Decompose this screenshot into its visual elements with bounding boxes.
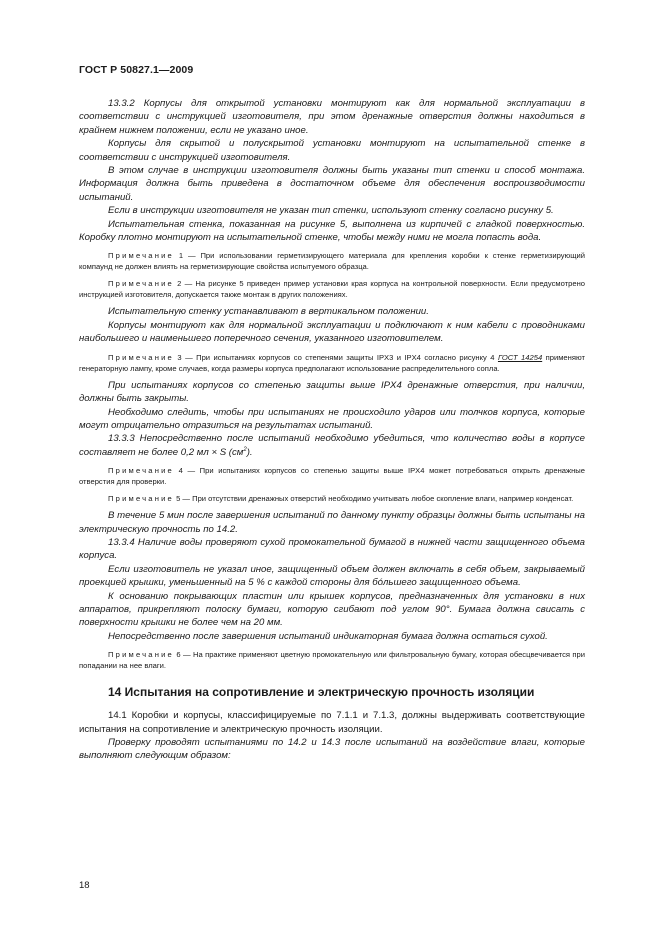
paragraph: 13.3.4 Наличие воды проверяют сухой промокательной бумагой в нижней части защищенного объема корпуса. <box>79 536 585 562</box>
paragraph: В этом случае в инструкции изготовителя должны быть указаны тип стенки и способ монтажа. Информация должна быть приведена в достаточном объеме для обеспечения воспроизводимости испытаний. <box>79 165 585 203</box>
paragraph: Испытательная стенка, показанная на рисунке 5, выполнена из кирпичей с гладкой поверхностью. Коробку плотно монтируют на испытательной стенке, чтобы между ними не могла попасть вода. <box>79 218 585 244</box>
document-body <box>79 97 585 763</box>
note-text: 3 — При испытаниях корпусов со степенями защиты IPX3 и IPX4 согласно рисунку 4 <box>177 352 495 362</box>
paragraph-text: 13.3.3 Непосредственно после испытаний необходимо убедиться, что количество воды в корпусе составляет не более 0,2 мл × S (см <box>79 433 585 458</box>
paragraph-text: ). <box>246 446 253 458</box>
paragraph: Корпусы монтируют как для нормальной эксплуатации и подключают к ним кабели с проводниками наибольшего и наименьшего поперечного сечения, указанного изготовителем. <box>79 319 585 345</box>
paragraph: Если изготовитель не указал иное, защищенный объем должен включать в себя объем, закрываемый проекцией крышки, уменьшенный на 5 % с каждой стороны для бóльшего защищенного объема. <box>79 563 585 589</box>
paragraph: К основанию покрывающих пластин или крышек корпусов, предназначенных для установки в них аппаратов, прикрепляют полоску бумаги, которую сгибают под углом 90°. Бумага должна свисать с поверхности крышки не более чем на 20 мм. <box>79 590 585 629</box>
note <box>79 493 585 504</box>
note <box>79 649 585 671</box>
paragraph: При испытаниях корпусов со степенью защиты выше IPX4 дренажные отверстия, при наличии, должны быть закрыты. <box>79 379 585 405</box>
paragraph: Необходимо следить, чтобы при испытаниях не происходило ударов или толчков корпуса, которые могут отрицательно отразиться на результатах испытаний. <box>79 406 585 431</box>
paragraph: Испытательную стенку устанавливают в вертикальном положении. <box>108 306 429 318</box>
paragraph: 13.3.2 Корпусы для открытой установки монтируют как для нормальной эксплуатации в соответствии с инструкцией изготовителя, при этом дренажные отверстия должны находиться в крайнем нижнем положении, если не указано иное. <box>79 98 585 136</box>
note-text: 4 — При испытаниях корпусов со степенью защиты выше IPX4 может потребоваться открыть дренажные отверстия для проверки. <box>79 466 585 487</box>
note-text: 2 — На рисунке 5 приведен пример установки края корпуса на контрольной поверхности. Если предусмотрено инструкцией изготовителя, допускается также монтаж в других положениях. <box>79 279 585 300</box>
standard-link[interactable]: ГОСТ 14254 <box>497 352 543 362</box>
note-label: Примечание <box>108 650 174 660</box>
paragraph: Проверку проводят испытаниями по 14.2 и 14.3 после испытаний на воздействие влаги, которые выполняют следующим образом: <box>79 737 585 762</box>
note-label: Примечание <box>108 352 174 362</box>
page-number: 18 <box>79 880 90 891</box>
document-header: ГОСТ Р 50827.1—2009 <box>79 64 194 76</box>
paragraph: Если в инструкции изготовителя не указан тип стенки, используют стенку согласно рисунку 5. <box>108 205 554 217</box>
note-text: 1 — При использовании герметизирующего материала для крепления коробки к стенке герметизирующий компаунд не должен влиять на герметизирующие свойства испытуемого образца. <box>79 251 585 272</box>
note <box>79 465 585 487</box>
note-text: 5 — При отсутствии дренажных отверстий необходимо учитывать любое скопление влаги, например конденсат. <box>176 494 574 504</box>
note-label: Примечание <box>108 251 174 261</box>
paragraph: 14.1 Коробки и корпусы, классифицируемые по 7.1.1 и 7.1.3, должны выдерживать соответствующие испытания на сопротивление и электрическую прочность изоляции. <box>79 710 585 735</box>
note <box>79 352 585 374</box>
paragraph: Непосредственно после завершения испытаний индикаторная бумага должна остаться сухой. <box>108 630 548 642</box>
note <box>79 250 585 272</box>
note-text: применяют генераторную лампу, кроме случаев, когда размеры корпуса предполагают использование распределительного сопла. <box>79 352 585 373</box>
note-label: Примечание <box>108 279 174 289</box>
paragraph: В течение 5 мин после завершения испытаний по данному пункту образцы должны быть испытаны на электрическую прочность по 14.2. <box>79 510 585 535</box>
note <box>79 278 585 300</box>
note-label: Примечание <box>108 494 174 504</box>
section-heading: 14 Испытания на сопротивление и электрическую прочность изоляции <box>108 685 535 700</box>
note-text: 6 — На практике применяют цветную промокательную или фильтровальную бумагу, которая обесцвечивается при попадании на нее влаги. <box>79 650 585 671</box>
paragraph <box>79 432 585 459</box>
paragraph: Корпусы для скрытой и полускрытой установки монтируют на испытательной стенке в соответствии с инструкцией изготовителя. <box>79 138 585 163</box>
note-label: Примечание <box>108 466 174 476</box>
superscript: 2 <box>243 446 247 453</box>
